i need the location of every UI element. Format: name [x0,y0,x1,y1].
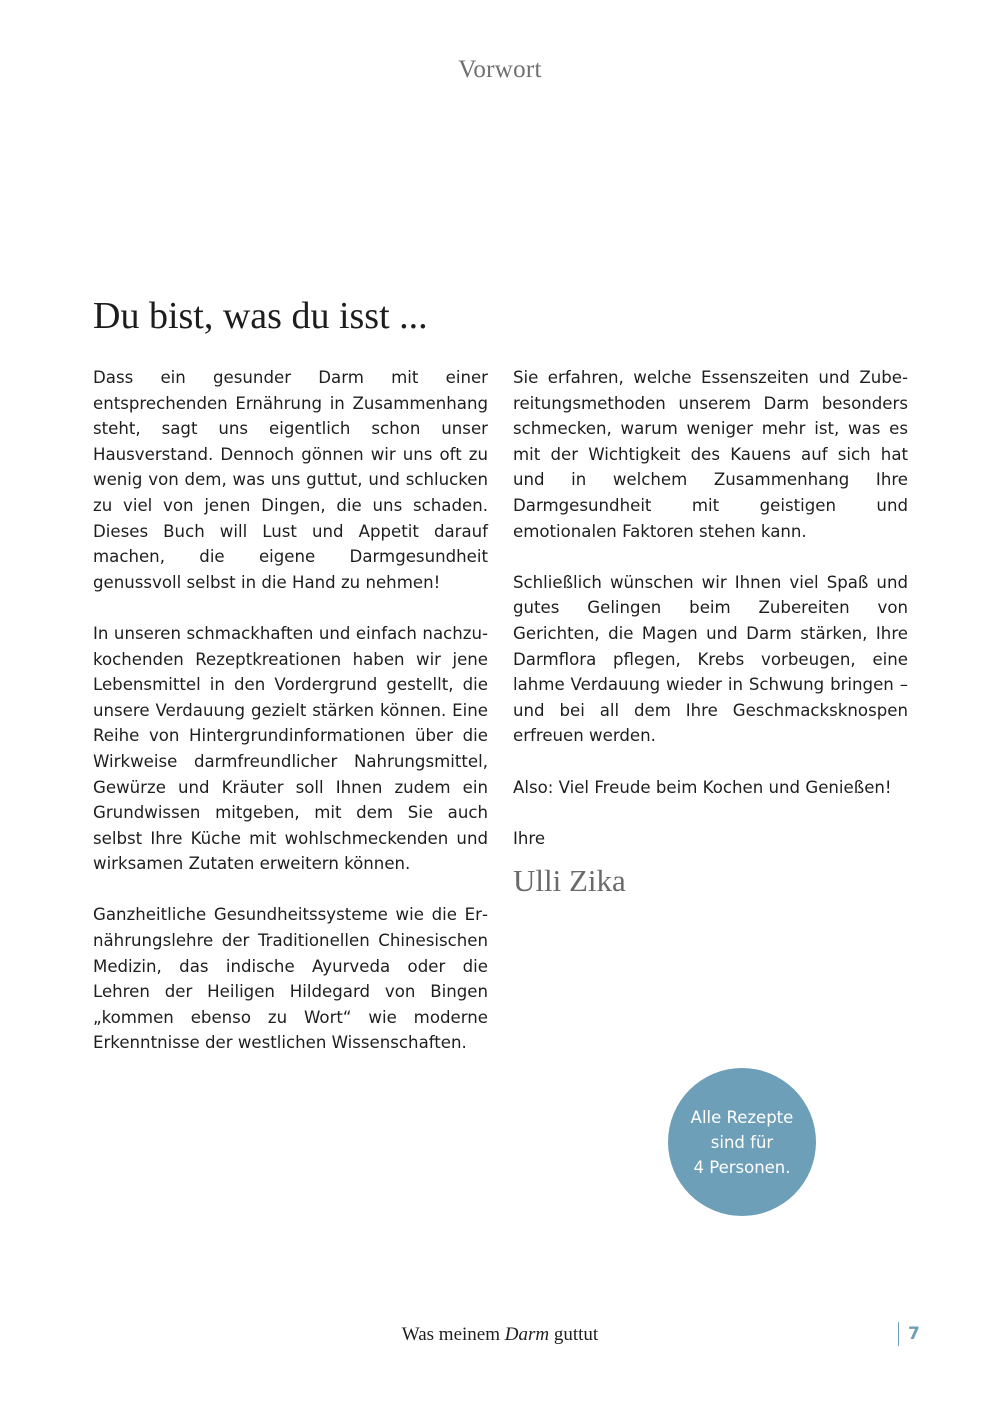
paragraph: Ganzheitliche Gesundheitssysteme wie die Ernährungslehre der Traditionellen Chinesischen Medizin, das indische Ayurveda oder die Lehren der Heiligen Hildegard von Bingen „kommen ebenso zu Wort“ wie moderne Erkenntnisse der westlichen Wissenschaften. [93,905,488,1053]
page-number-marker [898,1322,920,1346]
paragraph: In unseren schmackhaften und einfach nachzukochenden Rezeptkreationen haben wir jene Lebensmittel in den Vordergrund gestellt, die unsere Verdauung gezielt stärken können. Eine Reihe von Hintergrundinformationen über die Wirkweise darmfreundlicher Nahrungsmittel, Gewürze und Kräuter soll Ihnen zudem ein Grundwissen mitgeben, mit dem Sie auch selbst Ihre Küche mit wohlschmeckenden und wirksamen Zutaten erweitern können. [93,623,488,874]
right-column [513,365,908,899]
badge-line: sind für [710,1132,774,1152]
recipe-servings-badge [668,1068,816,1216]
footer-book-title [0,1324,1000,1346]
page-number: 7 [908,1324,920,1344]
paragraph: Sie erfahren, welche Essenszeiten und Zubereitungsmethoden unserem Darm besonders schmecken, warum weniger mehr ist, was es mit der Wichtigkeit des Kauens auf sich hat und in welchem Zusammenhang Ihre Darmgesundheit mit geistigen und emotionalen Faktoren stehen kann. [513,368,908,541]
article-title: Du bist, was du isst ... [93,295,428,337]
paragraph: Also: Viel Freude beim Kochen und Genießen! [513,777,892,797]
closing-text: Ihre [513,828,546,848]
badge-line: 4 Personen. [693,1157,791,1177]
footer-title-part: Was meinem [401,1324,505,1345]
paragraph: Schließlich wünschen wir Ihnen viel Spaß und gutes Gelingen beim Zubereiten von Gerichten, die Magen und Darm stärken, Ihre Darmflora pflegen, Krebs vorbeugen, eine lahme Verdauung wieder in Schwung bringen – und bei all dem Ihre Geschmacksknospen erfreuen werden. [513,572,908,746]
paragraph: Dass ein gesunder Darm mit einer entsprechenden Ernährung in Zusammenhang steht, sagt uns eigentlich schon unser Hausverstand. Dennoch gönnen wir uns oft zu wenig von dem, was uns guttut, und schlucken zu viel von jenen Dingen, die uns schaden. Dieses Buch will Lust und Appetit darauf machen, die eigene Darmgesundheit genussvoll selbst in die Hand zu nehmen! [93,368,488,592]
left-column [93,365,488,1082]
footer-title-emphasis: Darm [504,1324,550,1345]
badge-line: Alle Rezepte [690,1107,794,1127]
author-signature: Ulli Zika [513,863,626,899]
footer-title-part: guttut [549,1324,599,1345]
running-title: Vorwort [458,56,542,83]
